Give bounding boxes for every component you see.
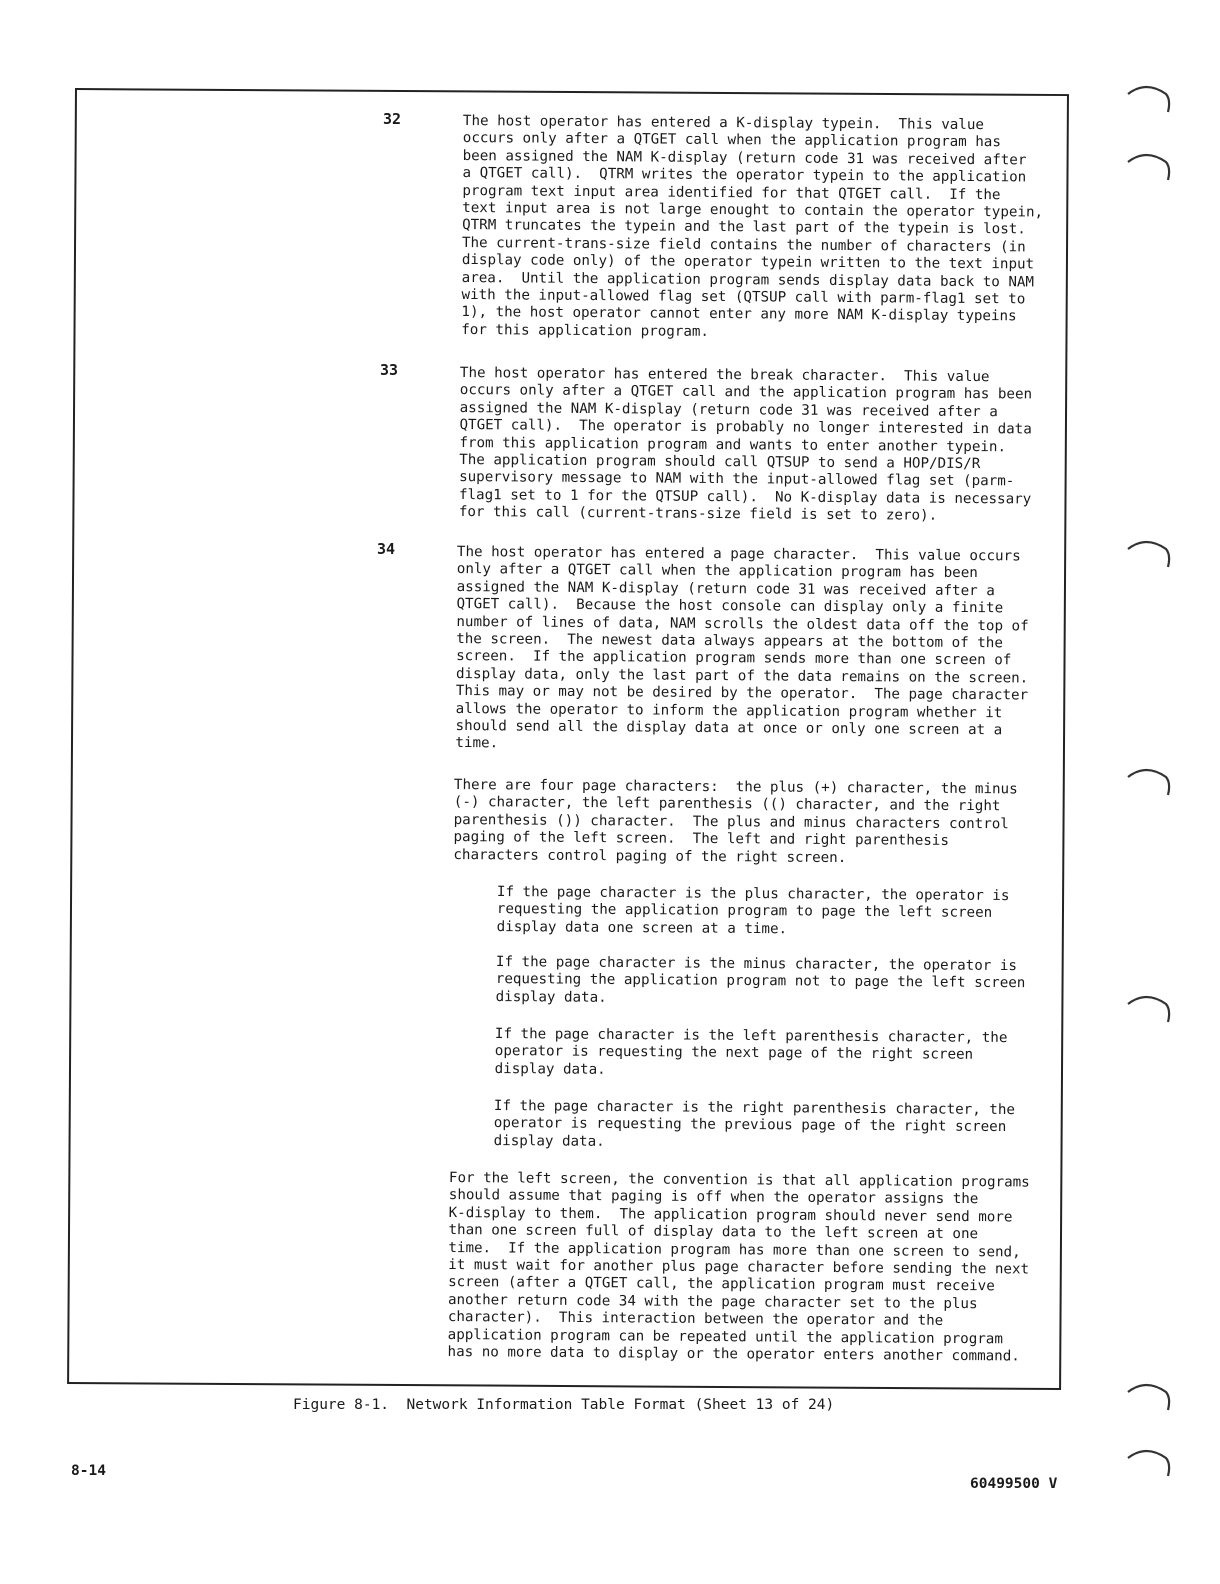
text-line: occurs only after a QTGET call and the application program has been (459, 382, 1033, 403)
binder-hole-icon (1126, 148, 1172, 182)
binder-hole-icon (1126, 1444, 1172, 1478)
text-line: text input area is not large enought to contain the operator typein, (462, 200, 1044, 221)
text-line: For the left screen, the convention is that all application programs (448, 1170, 1030, 1191)
binder-hole-icon (1126, 1378, 1172, 1412)
figure-caption: Figure 8-1. Network Information Table Format (Sheet 13 of 24) (293, 1397, 835, 1413)
text-line: (-) character, the left parenthesis (() character, and the right (453, 794, 1001, 815)
document-number: 60499500 V (970, 1476, 1058, 1492)
text-line: operator is requesting the previous page of the right screen (493, 1115, 1007, 1136)
text-line: characters control paging of the right screen. (453, 846, 847, 866)
binder-hole-icon (1126, 990, 1172, 1024)
text-line: program text input area identified for that QTGET call. If the (462, 182, 1001, 203)
text-line: assigned the NAM K-display (return code 31 was received after a (459, 399, 998, 421)
text-line: should send all the display data at once or only one screen at a (455, 718, 1003, 739)
text-line: The host operator has entered a page character. This value occurs (456, 544, 1021, 565)
plus-character-item (497, 884, 1010, 940)
minus-character-item (496, 954, 1026, 1010)
text-line: The host operator has entered a K-display typein. This value (462, 113, 985, 134)
text-line: flag1 set to 1 for the QTSUP call). No K-display data is necessary (458, 486, 1032, 508)
text-line: QTRM truncates the typein and the last part of the typein is lost. (462, 217, 1026, 238)
text-line: screen. If the application program sends more than one screen of (456, 648, 1012, 669)
page-number: 8-14 (71, 1463, 106, 1479)
right-parenthesis-item (494, 1098, 1015, 1154)
return-code-34: 34 (377, 540, 396, 558)
text-line: character). This interaction between the operator and the (447, 1309, 944, 1330)
text-line: display code only) of the operator typein written to the text input (461, 252, 1035, 273)
page-characters-paragraph (453, 777, 1017, 868)
text-line: K-display to them. The application program should never send more (448, 1204, 1013, 1226)
text-line: number of lines of data, NAM scrolls the oldest data off the top of (456, 613, 1029, 635)
paragraph-text (453, 777, 1017, 868)
paragraph-text (447, 1170, 1029, 1366)
entry-34-description (455, 544, 1029, 757)
text-line: another return code 34 with the page character set to the plus (447, 1291, 978, 1312)
text-line: display data. (495, 988, 607, 1006)
text-line: If the page character is the left parenthesis character, the (494, 1026, 1008, 1047)
text-line: area. Until the application program sends display data back to NAM (461, 269, 1035, 291)
paragraph-text (495, 1026, 1008, 1082)
text-line: than one screen full of display data to the left screen at one (448, 1222, 979, 1243)
text-line: 1), the host operator cannot enter any more NAM K-display typeins (461, 304, 1017, 325)
text-line: has no more data to display or the operator enters another command. (447, 1344, 1020, 1365)
paragraph-text (494, 1098, 1015, 1154)
text-line: occurs only after a QTGET call when the application program has (462, 130, 1001, 151)
text-line: display data one screen at a time. (496, 918, 788, 938)
text-line: paging of the left screen. The left and right parenthesis (453, 829, 949, 850)
text-line: from this application program and wants to enter another typein. (459, 434, 1007, 455)
text-line: This may or may not be desired by the operator. The page character (455, 683, 1029, 704)
binder-hole-icon (1126, 80, 1172, 114)
binder-hole-icon (1126, 763, 1172, 797)
text-line: allows the operator to inform the application program whether it (455, 700, 1003, 721)
text-line: should assume that paging is off when the operator assigns the (448, 1187, 979, 1208)
text-line: If the page character is the minus character, the operator is (495, 954, 1018, 975)
text-line: application program can be repeated until the application program (447, 1326, 1003, 1348)
text-line: supervisory message to NAM with the input-allowed flag set (parm- (459, 469, 1015, 490)
paragraph-text (496, 954, 1026, 1010)
text-line: for this call (current-trans-size field is set to zero). (458, 504, 938, 525)
text-line: If the page character is the right parenthesis character, the (493, 1098, 1016, 1119)
text-line: requesting the application program not to page the left screen (495, 971, 1026, 992)
left-screen-convention-paragraph (447, 1170, 1029, 1366)
text-line: display data, only the last part of the data remains on the screen. (455, 665, 1029, 687)
text-line: screen (after a QTGET call, the application program must receive (448, 1274, 995, 1295)
text-line: the screen. The newest data always appears at the bottom of the (456, 631, 1003, 652)
text-line: If the page character is the plus character, the operator is (496, 884, 1010, 905)
entry-33-description (459, 365, 1033, 526)
text-line: requesting the application program to page the left screen (496, 901, 993, 922)
binder-hole-icon (1126, 535, 1172, 569)
entry-32-description (461, 113, 1044, 344)
text-line: The current-trans-size field contains the number of characters (in (461, 234, 1026, 256)
return-code-32: 32 (383, 110, 402, 128)
text-line: a QTGET call). QTRM writes the operator typein to the application (462, 165, 1027, 186)
return-code-33: 33 (380, 361, 399, 379)
text-line: parenthesis ()) character. The plus and minus characters control (453, 811, 1009, 833)
text-line: operator is requesting the next page of the right screen (494, 1043, 974, 1064)
paragraph-text (459, 365, 1033, 526)
text-line: QTGET call). The operator is probably no longer interested in data (459, 417, 1032, 438)
text-line: The application program should call QTSUP to send a HOP/DIS/R (459, 452, 981, 473)
text-line: been assigned the NAM K-display (return code 31 was received after (462, 147, 1027, 169)
text-line: time. If the application program has more than one screen to send, (448, 1239, 1021, 1261)
text-line: only after a QTGET call when the application program has been (456, 561, 978, 582)
text-line: assigned the NAM K-display (return code 31 was received after a (456, 578, 995, 600)
text-line: for this application program. (461, 321, 710, 340)
text-line: display data. (494, 1060, 606, 1078)
text-line: it must wait for another plus page character before sending the next (448, 1257, 1030, 1278)
paragraph-text (497, 884, 1010, 940)
paragraph-text (461, 113, 1044, 344)
paragraph-text (455, 544, 1029, 757)
text-line: time. (455, 735, 499, 752)
text-line: There are four page characters: the plus (+) character, the minus (453, 777, 1018, 798)
text-line: QTGET call). Because the host console can display only a finite (456, 596, 1004, 617)
text-line: with the input-allowed flag set (QTSUP call with parm-flag1 set to (461, 287, 1026, 308)
text-line: The host operator has entered the break character. This value (459, 365, 990, 386)
text-line: display data. (493, 1132, 605, 1150)
left-parenthesis-item (495, 1026, 1008, 1082)
